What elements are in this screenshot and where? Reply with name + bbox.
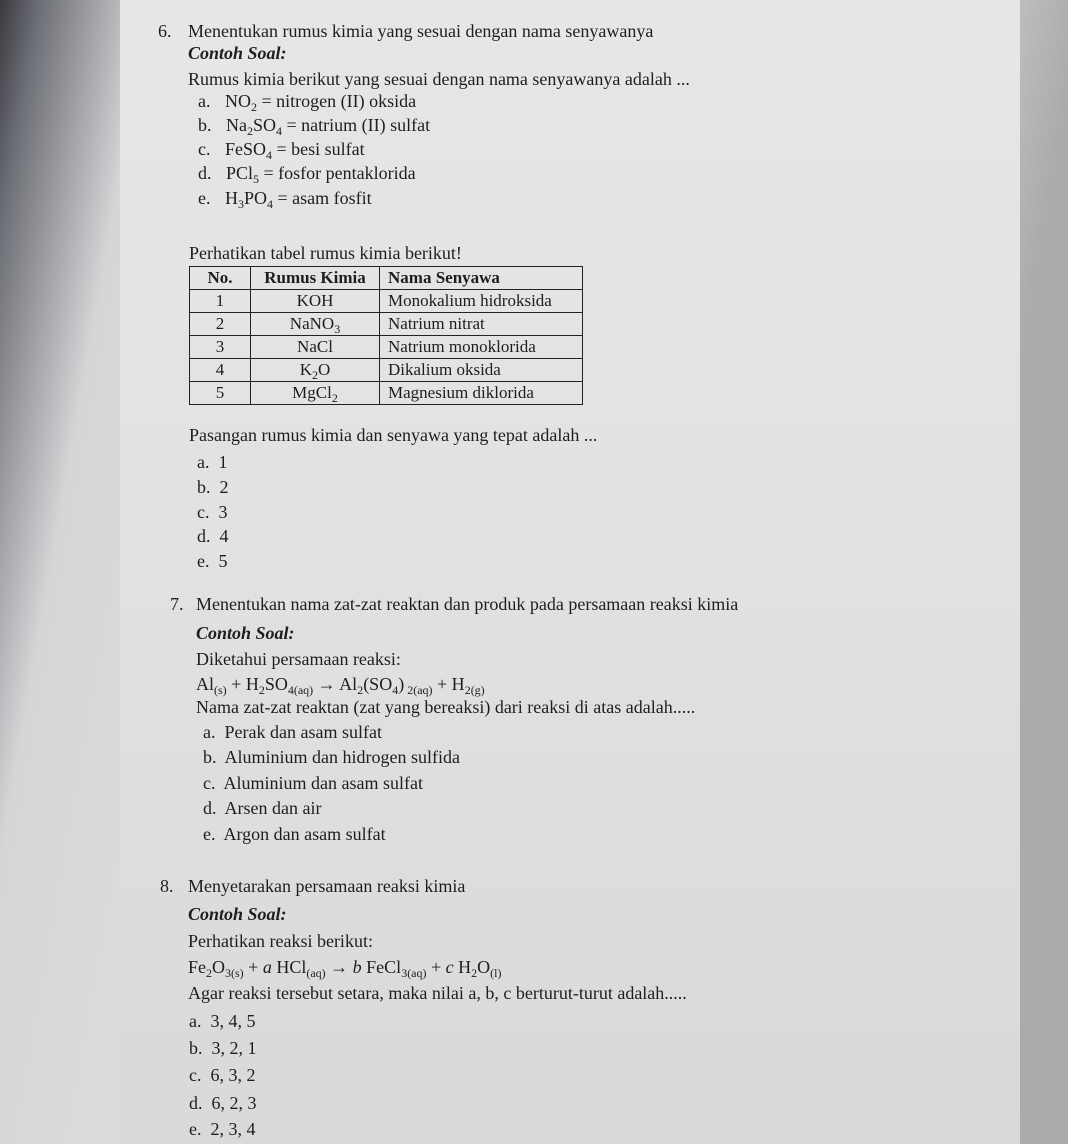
q6-table-intro: Perhatikan tabel rumus kimia berikut! (189, 243, 462, 263)
q7-question: Nama zat-zat reaktan (zat yang bereaksi) dari reaksi di atas adalah..... (196, 697, 696, 717)
q7-equation: $Al_{(s)} + H_2SO_{4(aq)} \to Al_2(SO_4) _{2(aq)} + H_{2(g)}$ (196, 674, 485, 697)
q7-answer-c: c. Aluminium dan asam sulfat (203, 773, 423, 793)
q7-intro: Diketahui persamaan reaksi: (196, 649, 401, 669)
q7-answer-d: d. Arsen dan air (203, 798, 322, 818)
compound-name: = nitrogen (II) oksida (261, 91, 417, 111)
row-name: Natrium monoklorida (380, 336, 583, 359)
q6-option-c (198, 138, 365, 160)
row-formula: KOH (251, 290, 380, 313)
table-row (190, 382, 583, 405)
header-no: No. (190, 267, 251, 290)
formula: $NO_2$ (225, 91, 257, 114)
q8-answer-a: a. 3, 4, 5 (189, 1011, 256, 1031)
option-letter: a. (198, 91, 211, 111)
q8-answer-b: b. 3, 2, 1 (189, 1038, 257, 1058)
q8-title: Menyetarakan persamaan reaksi kimia (188, 876, 466, 896)
q8-answer-e: e. 2, 3, 4 (189, 1119, 256, 1139)
option-letter: e. (198, 188, 211, 208)
compound-name: = besi sulfat (276, 139, 365, 159)
table-header-row (190, 267, 583, 290)
q6-answer-d: d. 4 (197, 526, 229, 546)
compound-name: = asam fosfit (277, 188, 372, 208)
row-formula: NaCl (251, 336, 380, 359)
formula: $Na_2SO_4$ (226, 115, 283, 138)
row-name: Magnesium diklorida (380, 382, 583, 405)
compound-name: = fosfor pentaklorida (263, 163, 416, 183)
q7-title: Menentukan nama zat-zat reaktan dan produk pada persamaan reaksi kimia (196, 594, 739, 614)
q7-answer-e: e. Argon dan asam sulfat (203, 824, 386, 844)
compound-name: = natrium (II) sulfat (286, 115, 431, 135)
q6-answer-a: a. 1 (197, 452, 228, 472)
q7-number: 7. (170, 594, 184, 614)
row-name: Monokalium hidroksida (380, 290, 583, 313)
row-no: 5 (190, 382, 251, 405)
formula: $H_3PO_4$ (225, 188, 274, 211)
q7-answer-b: b. Aluminium dan hidrogen sulfida (203, 747, 460, 767)
option-letter: d. (198, 163, 212, 183)
q8-answer-d: d. 6, 2, 3 (189, 1093, 257, 1113)
row-name: Dikalium oksida (380, 359, 583, 382)
row-no: 4 (190, 359, 251, 382)
q8-number: 8. (160, 876, 174, 896)
q6-answer-c: c. 3 (197, 502, 228, 522)
q6-number: 6. (158, 21, 172, 41)
q8-contoh-label: Contoh Soal: (188, 904, 287, 924)
option-letter: c. (198, 139, 211, 159)
q8-equation: $Fe_2O_{3(s)} + a$ HCl$_{(aq)}$ → b FeCl$_{3(aq)}$ + c $H_2O_{(l)}$ (188, 957, 502, 980)
chem-formula-table (189, 266, 583, 405)
option-letter: b. (198, 115, 212, 135)
header-rumus: Rumus Kimia (251, 267, 380, 290)
row-no: 2 (190, 313, 251, 336)
q6-option-b (198, 114, 430, 136)
row-formula: NaNO$_3$ (251, 313, 380, 336)
q6-option-a (198, 90, 416, 112)
row-name: Natrium nitrat (380, 313, 583, 336)
q8-intro: Perhatikan reaksi berikut: (188, 931, 373, 951)
formula: FeSO$_4$ (225, 139, 273, 162)
q6-intro: Rumus kimia berikut yang sesuai dengan nama senyawanya adalah ... (188, 69, 690, 89)
header-nama: Nama Senyawa (380, 267, 583, 290)
table-row (190, 359, 583, 382)
q7-answer-a: a. Perak dan asam sulfat (203, 722, 382, 742)
table-row (190, 290, 583, 313)
formula: PCl$_5$ (226, 163, 260, 186)
row-formula: MgCl$_2$ (251, 382, 380, 405)
q6-answer-b: b. 2 (197, 477, 229, 497)
table-row (190, 313, 583, 336)
row-no: 3 (190, 336, 251, 359)
q6-contoh-label: Contoh Soal: (188, 43, 287, 63)
q6-option-d (198, 162, 416, 184)
q6-question2: Pasangan rumus kimia dan senyawa yang tepat adalah ... (189, 425, 598, 445)
q7-contoh-label: Contoh Soal: (196, 623, 295, 643)
q6-option-e (198, 187, 372, 209)
row-no: 1 (190, 290, 251, 313)
q6-title: Menentukan rumus kimia yang sesuai dengan nama senyawanya (188, 21, 654, 41)
row-formula: $K_2O$ (251, 359, 380, 382)
q6-answer-e: e. 5 (197, 551, 228, 571)
table-row (190, 336, 583, 359)
q8-answer-c: c. 6, 3, 2 (189, 1065, 256, 1085)
q8-question: Agar reaksi tersebut setara, maka nilai a, b, c berturut-turut adalah..... (188, 983, 687, 1003)
